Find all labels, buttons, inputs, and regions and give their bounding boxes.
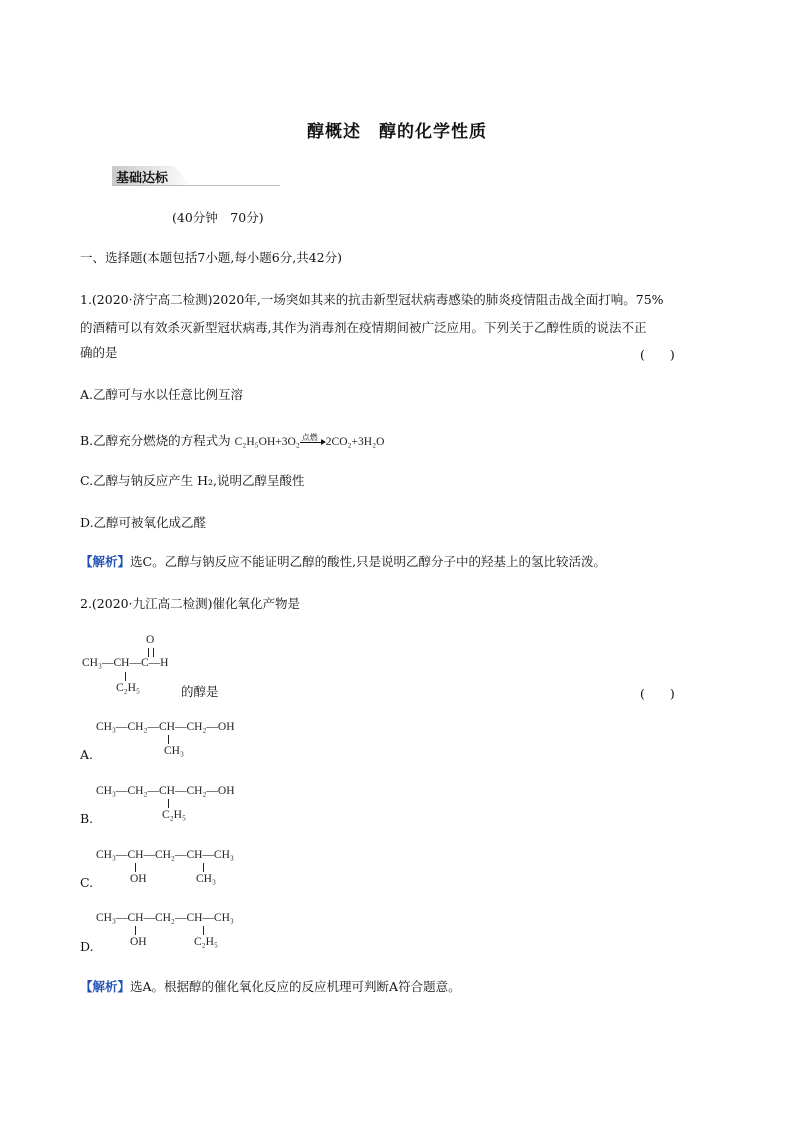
q2-analysis-tag: 【解析】 [80, 979, 131, 994]
q1-stem-line-3: 确的是 [80, 345, 118, 360]
bond-line-icon [125, 672, 126, 681]
q2-option-d-main: CH₃—CH—CH₂—CH—CH₃ [96, 912, 234, 924]
q2-option-a-main: CH₃—CH₂—CH—CH₂—OH [96, 721, 235, 733]
q2-option-a-substituent: CH₃ [164, 745, 184, 757]
q2-analysis-text: 选A。根据醇的催化氧化反应的反应机理可判断A符合题意。 [130, 979, 461, 994]
q1-stem-line-2: 的酒精可以有效杀灭新型冠状病毒,其作为消毒剂在疫情期间被广泛应用。下列关于乙醇性质的说法不正 [80, 320, 647, 335]
q2-option-c-main: CH₃—CH—CH₂—CH—CH₃ [96, 849, 234, 861]
q2-option-d-substituent-1: OH [130, 936, 147, 948]
q1-analysis [80, 552, 606, 572]
q2-option-b-main: CH₃—CH₂—CH—CH₂—OH [96, 785, 235, 797]
q2-analysis [80, 977, 461, 997]
q2-struct-main: CH₃—CH—C—H [82, 657, 169, 669]
q1-option-d: D.乙醇可被氧化成乙醛 [80, 515, 207, 530]
time-score: (40分钟 70分) [172, 210, 264, 225]
banner-label: 基础达标 [116, 171, 169, 186]
bond-line-icon [168, 799, 169, 808]
reaction-arrow-icon [300, 435, 326, 445]
bond-line-icon [203, 863, 204, 872]
bond-line-icon [135, 863, 136, 872]
q2-stem-line-1: 2.(2020·九江高二检测)催化氧化产物是 [80, 596, 300, 611]
bond-line-icon [203, 926, 204, 935]
reaction-condition: 点燃 [301, 433, 318, 442]
q2-answer-bracket: ( ) [640, 686, 675, 701]
q1-option-c: C.乙醇与钠反应产生 H₂,说明乙醇呈酸性 [80, 473, 305, 488]
bond-line-icon [168, 735, 169, 744]
q2-option-a-label: A. [80, 747, 94, 762]
q2-option-c-substituent-1: OH [130, 873, 147, 885]
q2-option-c-label: C. [80, 875, 94, 890]
q1-analysis-tag: 【解析】 [80, 554, 131, 569]
q1-option-b-prefix: B.乙醇充分燃烧的方程式为 [80, 433, 235, 448]
page-title [0, 117, 794, 142]
q1-stem-line-1: 1.(2020·济宁高二检测)2020年,一场突如其来的抗击新型冠状病毒感染的肺炎疫情阻击战全面打响。75% [80, 292, 664, 307]
q1-equation-left: C₂H₅OH+3O₂ [234, 436, 300, 448]
q2-struct-substituent: C₂H₅ [116, 682, 140, 694]
q1-option-b [80, 431, 384, 452]
q1-option-a: A.乙醇可与水以任意比例互溶 [80, 387, 244, 402]
title-part-1: 醇概述 [307, 122, 361, 142]
q1-equation-right: 2CO₂+3H₂O [325, 436, 385, 448]
q2-option-d-label: D. [80, 939, 94, 954]
q2-option-d-substituent-2: C₂H₅ [194, 936, 218, 948]
title-part-2: 醇的化学性质 [379, 122, 487, 142]
q2-option-b-label: B. [80, 811, 94, 826]
q1-answer-bracket: ( ) [640, 347, 675, 362]
q2-stem-tail: 的醇是 [181, 684, 219, 699]
q2-option-c-substituent-2: CH₃ [196, 873, 216, 885]
section-banner [112, 166, 280, 186]
q2-struct-oxygen: O [146, 634, 155, 646]
q1-analysis-text: 选C。乙醇与钠反应不能证明乙醇的酸性,只是说明乙醇分子中的羟基上的氢比较活泼。 [130, 554, 607, 569]
bond-line-icon [135, 926, 136, 935]
q2-option-b-substituent: C₂H₅ [162, 809, 186, 821]
double-bond-icon [148, 648, 154, 657]
section-heading: 一、选择题(本题包括7小题,每小题6分,共42分) [80, 250, 343, 265]
